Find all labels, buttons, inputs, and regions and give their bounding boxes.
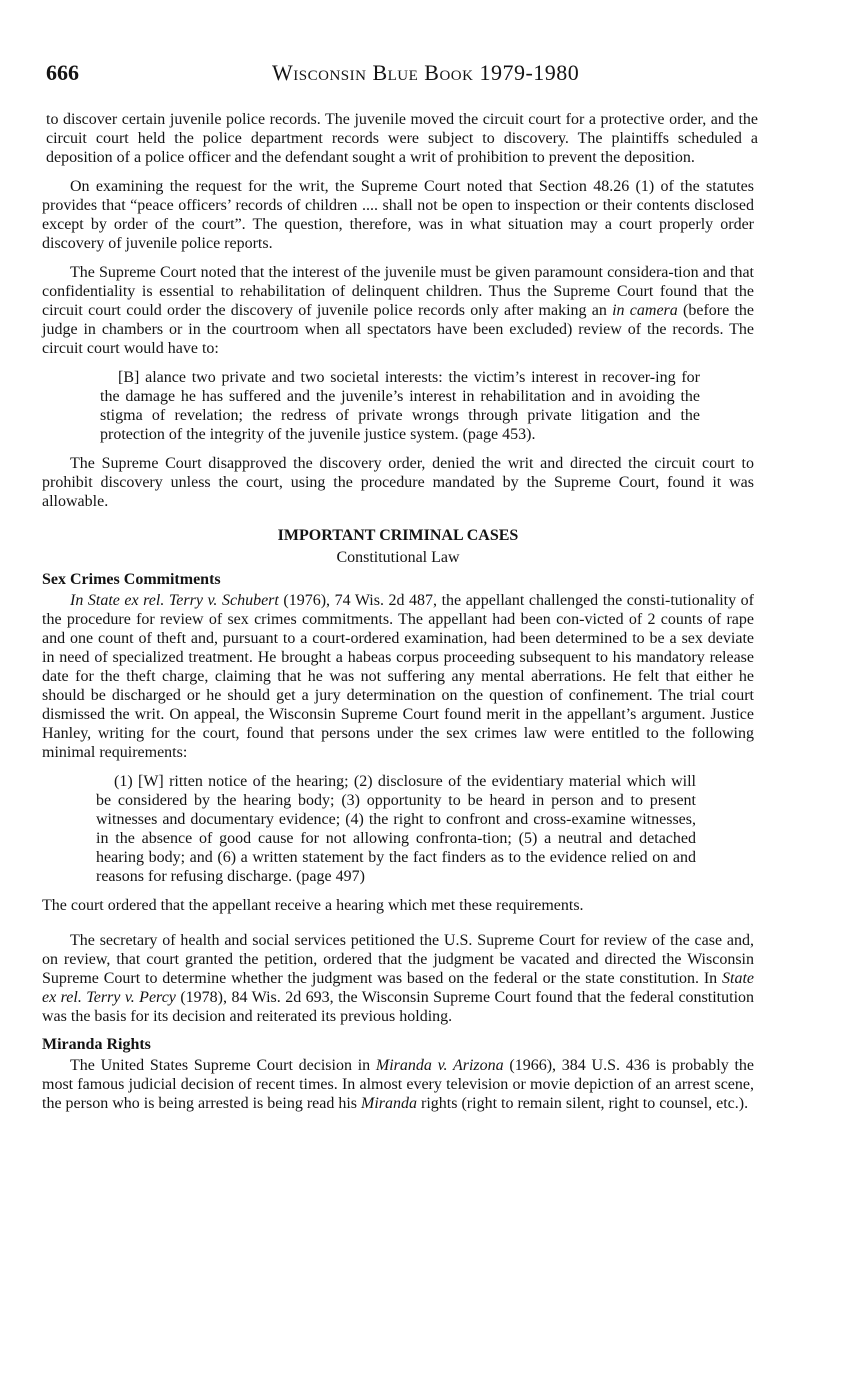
topic-heading: Sex Crimes Commitments <box>42 571 221 588</box>
paragraph: The United States Supreme Court decision in Miranda v. Arizona (1966), 384 U.S. 436 is probably the most famous judicial decision of recent times. In almost every television or movie depiction of an arrest scene, the person who is being arrested is being read his Miranda rights (right to remain silent, right to counsel, etc.). <box>42 1057 755 1112</box>
running-title: Wisconsin Blue Book 1979-1980 <box>272 60 580 85</box>
paragraph: On examining the request for the writ, the Supreme Court noted that Section 48.26 (1) of the statutes provides that “peace officers’ records of children .... shall not be open to inspection or their contents disclosed except by order of the court”. The question, therefore, was in what situation may a court properly order discovery of juvenile police reports. <box>42 178 754 252</box>
case-term: Miranda <box>361 1095 418 1112</box>
running-head <box>42 60 759 94</box>
page-number: 666 <box>46 60 79 85</box>
paragraph: The Supreme Court disapproved the discovery order, denied the writ and directed the circuit court to prohibit discovery unless the court, using the procedure mandated by the Supreme Court, found it was allowable. <box>42 455 754 510</box>
case-name: Miranda v. Arizona <box>375 1057 504 1074</box>
case-term: in camera <box>612 302 678 319</box>
section-subheading: Constitutional Law <box>336 549 460 566</box>
topic-heading: Miranda Rights <box>42 1036 151 1053</box>
block-quote: [B] alance two private and two societal interests: the victim’s interest in recover-ing for the damage he has suffered and the juvenile’s interest in rehabilitation and in avoiding the stigma of revelation; the redress of private wrongs through private litigation and the protection of the integrity of the juvenile justice system. (page 453). <box>100 369 700 443</box>
block-quote: (1) [W] ritten notice of the hearing; (2) disclosure of the evidentiary material which will be considered by the hearing body; (3) opportunity to be heard in person and to present witnesses and documentary evidence; (4) the right to confront and cross-examine witnesses, in the absence of good cause for not allowing confronta-tion; (5) a neutral and detached hearing body; and (6) a written statement by the fact finders as to the evidence relied on and reasons for refusing discharge. (page 497) <box>96 773 696 885</box>
section-heading: IMPORTANT CRIMINAL CASES <box>277 527 519 544</box>
paragraph: The secretary of health and social services petitioned the U.S. Supreme Court for review of the case and, on review, that court granted the petition, ordered that the judgment be vacated and directed the Wisconsin Supreme Court to determine whether the judgment was based on the federal or the state constitution. In State ex rel. Terry v. Percy (1978), 84 Wis. 2d 693, the Wisconsin Supreme Court found that the federal constitution was the basis for its decision and reiterated its previous holding. <box>42 932 755 1025</box>
case-name: State ex rel. Terry v. Percy <box>42 970 754 1006</box>
paragraph: In State ex rel. Terry v. Schubert (1976), 74 Wis. 2d 487, the appellant challenged the consti-tutionality of the procedure for review of sex crimes commitments. The appellant had been con-victed of 2 counts of rape and one count of theft and, pursuant to a court-ordered examination, had been determined to be a sex deviate in need of specialized treatment. He brought a habeas corpus proceeding subsequent to his mandatory release date for the theft charge, claiming that he was not suffering any mental aberrations. He felt that either he should be discharged or he should get a jury determination on the question of confinement. The trial court dismissed the writ. On appeal, the Wisconsin Supreme Court found merit in the appellant’s argument. Justice Hanley, writing for the court, found that persons under the sex crimes law were entitled to the following minimal requirements: <box>42 592 754 761</box>
paragraph: to discover certain juvenile police records. The juvenile moved the circuit court for a protective order, and the circuit court held the police department records were subject to discovery. The plaintiffs scheduled a deposition of a police officer and the defendant sought a writ of prohibition to prevent the deposition. <box>46 111 758 166</box>
case-name: In State ex rel. Terry v. Schubert <box>70 592 279 609</box>
paragraph: The court ordered that the appellant receive a hearing which met these requirements. <box>42 897 584 914</box>
paragraph: The Supreme Court noted that the interest of the juvenile must be given paramount considera-tion and that confidentiality is essential to rehabilitation of delinquent children. Thus the Supreme Court found that the circuit court could order the discovery of juvenile police records only after making an in camera (before the judge in chambers or in the courtroom when all spectators have been excluded) review of the records. The circuit court would have to: <box>42 264 755 357</box>
